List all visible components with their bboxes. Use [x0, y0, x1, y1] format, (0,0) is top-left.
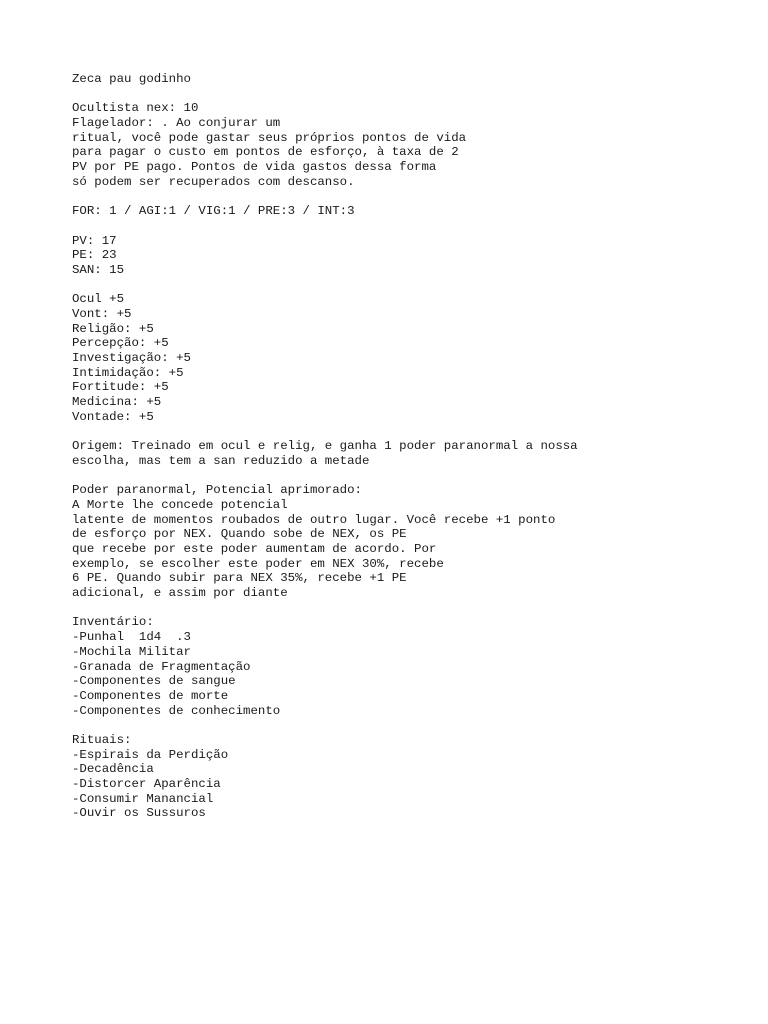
poder-line: latente de momentos roubados de outro lugar. Você recebe +1 ponto: [72, 512, 556, 527]
skill-line: Ocul +5: [72, 292, 125, 307]
class-line: Ocultista nex: 10: [72, 101, 199, 116]
skill-line: Medicina: +5: [72, 395, 162, 410]
spacer: [72, 601, 712, 616]
stat-line: SAN: 15: [72, 262, 125, 277]
origem-line: escolha, mas tem a san reduzido a metade: [72, 453, 370, 468]
character-name: Zeca pau godinho: [72, 72, 191, 86]
inventario-item: -Granada de Fragmentação: [72, 659, 251, 674]
inventario-heading: Inventário:: [72, 615, 154, 630]
poder-line: exemplo, se escolher este poder em NEX 30%, recebe: [72, 556, 444, 571]
attributes-line: FOR: 1 / AGI:1 / VIG:1 / PRE:3 / INT:3: [72, 204, 355, 219]
skill-line: Percepção: +5: [72, 336, 169, 351]
poder-line: de esforço por NEX. Quando sobe de NEX, os PE: [72, 527, 407, 542]
spacer: [72, 278, 712, 293]
flagelador-line: ritual, você pode gastar seus próprios pontos de vida: [72, 130, 467, 145]
spacer: [72, 469, 712, 484]
flagelador-line: Flagelador: . Ao conjurar um: [72, 116, 281, 131]
origem-line: Origem: Treinado em ocul e relig, e ganha 1 poder paranormal a nossa: [72, 439, 578, 454]
spacer: [72, 219, 712, 234]
skill-line: Intimidação: +5: [72, 365, 184, 380]
flagelador-line: para pagar o custo em pontos de esforço, à taxa de 2: [72, 145, 459, 160]
ritual-item: -Decadência: [72, 762, 154, 777]
document-page: [72, 72, 712, 821]
inventario-item: -Componentes de morte: [72, 688, 229, 703]
poder-line: A Morte lhe concede potencial: [72, 497, 288, 512]
spacer: [72, 718, 712, 733]
stat-line: PE: 23: [72, 248, 117, 263]
ritual-item: -Consumir Manancial: [72, 791, 214, 806]
ritual-item: -Distorcer Aparência: [72, 777, 221, 791]
ritual-item: -Espirais da Perdição: [72, 747, 229, 762]
stat-line: PV: 17: [72, 233, 117, 248]
skill-line: Vont: +5: [72, 307, 132, 321]
rituais-heading: Rituais:: [72, 732, 132, 747]
skill-line: Investigação: +5: [72, 351, 191, 366]
spacer: [72, 87, 712, 102]
poder-line: 6 PE. Quando subir para NEX 35%, recebe +1 PE: [72, 571, 407, 586]
spacer: [72, 425, 712, 440]
poder-line: Poder paranormal, Potencial aprimorado:: [72, 483, 362, 498]
flagelador-line: só podem ser recuperados com descanso.: [72, 174, 355, 189]
skill-line: Fortitude: +5: [72, 380, 169, 395]
inventario-item: -Componentes de sangue: [72, 674, 236, 689]
ritual-item: -Ouvir os Sussuros: [72, 806, 206, 821]
flagelador-line: PV por PE pago. Pontos de vida gastos dessa forma: [72, 160, 437, 175]
poder-line: que recebe por este poder aumentam de acordo. Por: [72, 542, 437, 556]
poder-line: adicional, e assim por diante: [72, 586, 288, 601]
skill-line: Vontade: +5: [72, 409, 154, 424]
skill-line: Religão: +5: [72, 321, 154, 336]
spacer: [72, 190, 712, 205]
inventario-item: -Componentes de conhecimento: [72, 703, 281, 718]
inventario-item: -Punhal 1d4 .3: [72, 630, 191, 645]
inventario-item: -Mochila Militar: [72, 644, 191, 659]
